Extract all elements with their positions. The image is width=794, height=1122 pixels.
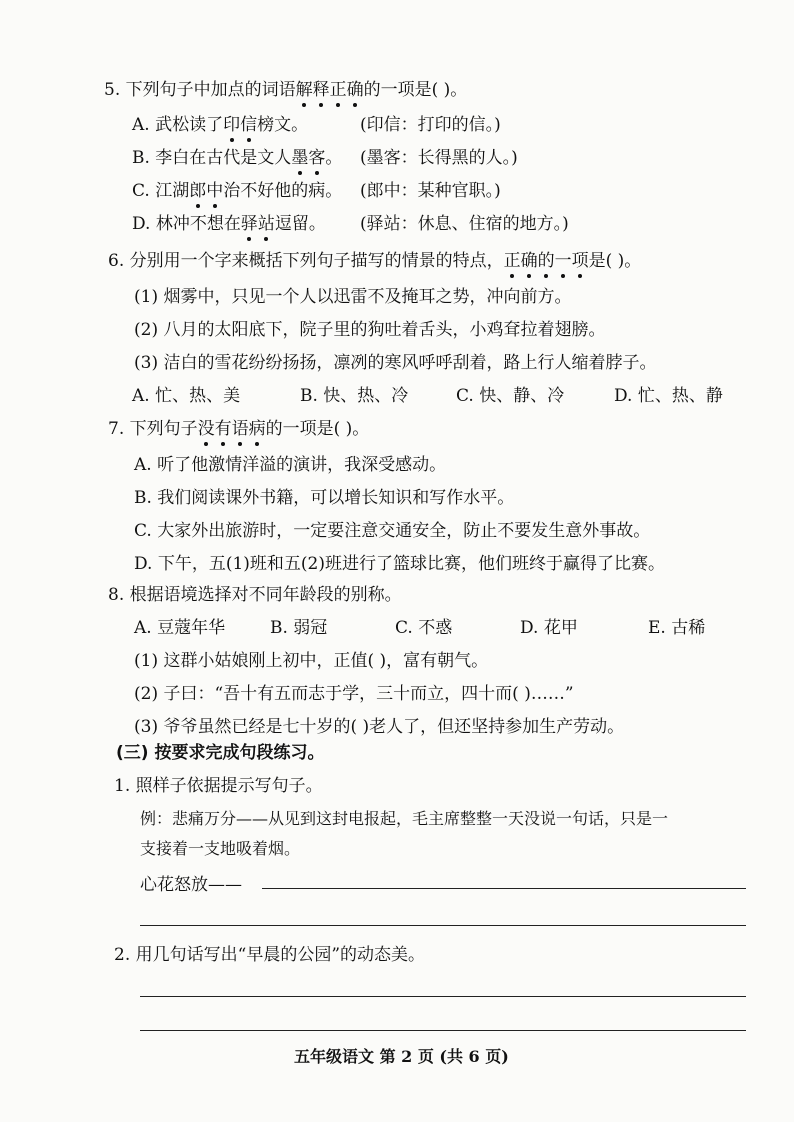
q8-option-a: A. 豆蔻年华	[134, 618, 226, 638]
section3-example-line1: 例：悲痛万分——从见到这封电报起，毛主席整整一天没说一句话，只是一	[140, 809, 669, 828]
q5-c-dot-2: 中	[206, 181, 224, 201]
q5-d-dot-1: 驿	[240, 214, 258, 234]
q8-option-c: C. 不惑	[395, 618, 453, 638]
section3-example-line2: 支接着一支地吸着烟。	[140, 839, 301, 858]
q7-dotted-2: 有	[214, 419, 232, 439]
q8-sentence-2: (2) 子曰：“吾十有五而志于学，三十而立，四十而( )……”	[134, 684, 574, 704]
q6-option-c: C. 快、静、冷	[456, 386, 565, 406]
q5-a-dot-1: 印	[223, 115, 241, 135]
q5-dotted-1: 解	[295, 80, 313, 100]
q8-title: 8. 根据语境选择对不同年龄段的别称。	[108, 585, 402, 605]
q7-option-a: A. 听了他激情洋溢的演讲，我深受感动。	[134, 455, 447, 475]
q7-dotted-3: 语	[231, 419, 249, 439]
q5-dotted-3: 正	[329, 80, 347, 100]
q5-title: 5. 下列句子中加点的词语解释正确的一项是( )。	[104, 80, 468, 100]
section3-q2-title: 2. 用几句话写出“早晨的公园”的动态美。	[114, 945, 426, 965]
answer-line-3[interactable]	[140, 996, 746, 997]
q6-title: 6. 分别用一个字来概括下列句子描写的情景的特点，正确的一项是( )。	[108, 251, 642, 271]
q5-option-a-note: (印信：打印的信。)	[360, 115, 501, 135]
q8-option-d: D. 花甲	[520, 618, 578, 638]
q5-option-a: A. 武松读了印信榜文。	[132, 115, 309, 135]
q5-option-c-note: (郎中：某种官职。)	[360, 181, 501, 201]
q5-option-b: B. 李白在古代是文人墨客。	[132, 148, 343, 168]
q5-option-b-note: (墨客：长得黑的人。)	[360, 148, 518, 168]
q6-option-b: B. 快、热、冷	[300, 386, 409, 406]
q7-dotted-1: 没	[197, 419, 215, 439]
q5-option-d: D. 林冲不想在驿站逗留。	[132, 214, 326, 234]
q6-dotted-4: 一	[554, 251, 572, 271]
q5-a-dot-2: 信	[240, 115, 258, 135]
q5-b-dot-2: 客	[308, 148, 326, 168]
q7-title: 7. 下列句子没有语病的一项是( )。	[108, 419, 370, 439]
q7-dotted-4: 病	[248, 419, 266, 439]
page-footer: 五年级语文 第 2 页 (共 6 页)	[294, 1047, 509, 1066]
q7-option-b: B. 我们阅读课外书籍，可以增长知识和写作水平。	[134, 488, 515, 508]
q8-option-b: B. 弱冠	[270, 618, 328, 638]
q6-dotted-1: 正	[503, 251, 521, 271]
q6-sentence-2: (2) 八月的太阳底下，院子里的狗吐着舌头，小鸡耷拉着翅膀。	[134, 320, 606, 340]
q8-option-e: E. 古稀	[648, 618, 706, 638]
q5-dotted-2: 释	[312, 80, 330, 100]
q6-sentence-3: (3) 洁白的雪花纷纷扬扬，凛冽的寒风呼呼刮着，路上行人缩着脖子。	[134, 353, 657, 373]
section3-q1-title: 1. 照样子依据提示写句子。	[114, 776, 323, 796]
q6-option-a: A. 忙、热、美	[132, 386, 241, 406]
q7-option-c: C. 大家外出旅游时，一定要注意交通安全，防止不要发生意外事故。	[134, 521, 651, 541]
answer-line-1[interactable]	[262, 888, 746, 889]
q5-option-c: C. 江湖郎中治不好他的病。	[132, 181, 343, 201]
q8-sentence-3: (3) 爷爷虽然已经是七十岁的( )老人了，但还坚持参加生产劳动。	[134, 717, 625, 737]
q6-dotted-2: 确	[520, 251, 538, 271]
q7-option-d: D. 下午，五(1)班和五(2)班进行了篮球比赛，他们班终于赢得了比赛。	[134, 554, 665, 574]
q6-dotted-3: 的	[537, 251, 555, 271]
section3-title: (三) 按要求完成句段练习。	[116, 743, 325, 763]
q5-option-d-note: (驿站：休息、住宿的地方。)	[360, 214, 569, 234]
section3-prompt: 心花怒放——	[140, 875, 242, 895]
q5-d-dot-2: 站	[257, 214, 275, 234]
q6-dotted-5: 项	[571, 251, 589, 271]
answer-line-4[interactable]	[140, 1030, 746, 1031]
q5-c-dot-1: 郎	[189, 181, 207, 201]
q8-sentence-1: (1) 这群小姑娘刚上初中，正值( )，富有朝气。	[134, 651, 489, 671]
q6-sentence-1: (1) 烟雾中，只见一个人以迅雷不及掩耳之势，冲向前方。	[134, 287, 572, 307]
answer-line-2[interactable]	[140, 925, 746, 926]
q5-dotted-4: 确	[346, 80, 364, 100]
q5-b-dot-1: 墨	[291, 148, 309, 168]
q6-option-d: D. 忙、热、静	[614, 386, 723, 406]
